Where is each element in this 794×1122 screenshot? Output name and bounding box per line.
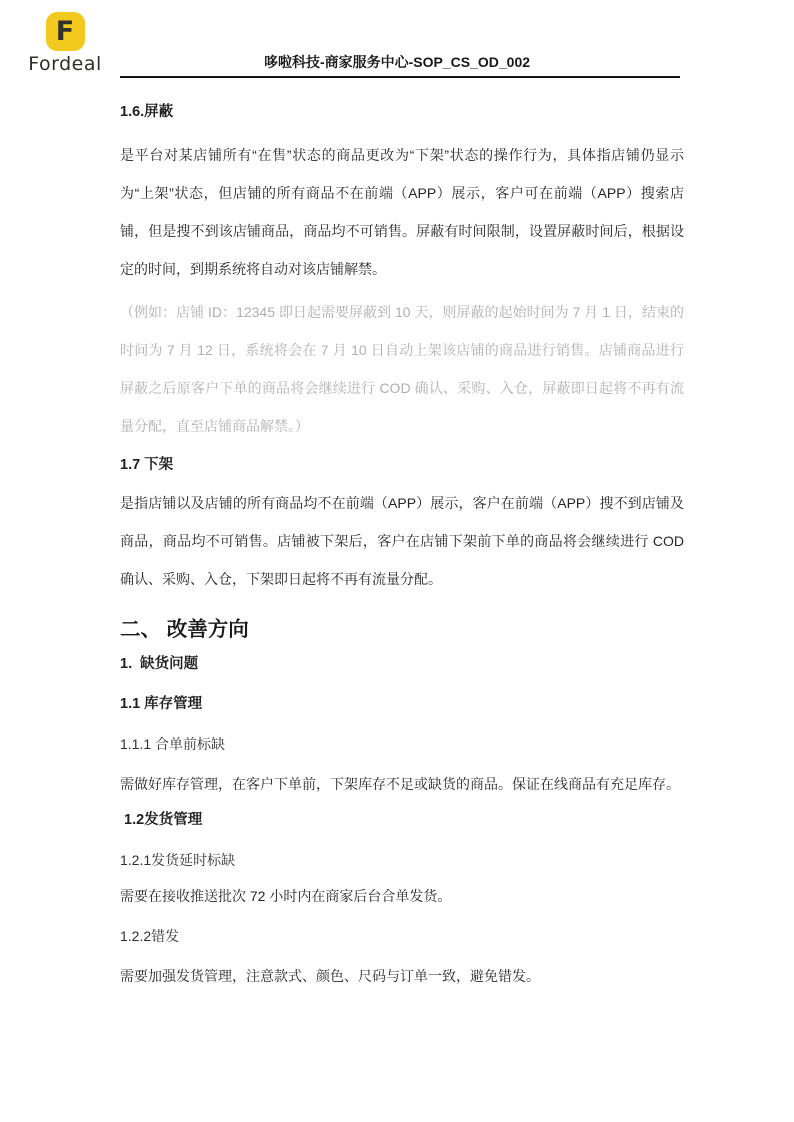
section-heading-1-7-delist: 1.7 下架: [120, 457, 174, 473]
header-rule: [120, 76, 680, 78]
paragraph-shipping-deadline: 需要在接收推送批次 72 小时内在商家后台合单发货。: [120, 888, 452, 904]
note-block-example: （例如：店铺 ID：12345 即日起需要屏蔽到 10 天，则屏蔽的起始时间为 7 月 1 日，结束的时间为 7 月 12 日，系统将会在 7 月 10 日自动上架该店铺的商品进行销售。店铺商品进行屏蔽之后原客户下单的商品将会继续进行 COD 确认、采购、入仓，屏蔽即日起将不再有流量分配，直至店铺商品解禁。）: [120, 304, 684, 434]
heading-stockout-issue: 1. 缺货问题: [120, 656, 199, 672]
heading-shipping-management: 1.2发货管理: [120, 812, 203, 828]
chapter-heading-improvement: 二、 改善方向: [120, 618, 249, 641]
brand-name: Fordeal: [28, 53, 102, 75]
paragraph-delist-definition: 是指店铺以及店铺的所有商品均不在前端（APP）展示，客户在前端（APP）搜不到店铺及商品，商品均不可销售。店铺被下架后，客户在店铺下架前下单的商品将会继续进行 COD 确认、采购、入仓，下架即日起将不再有流量分配。: [120, 495, 688, 587]
heading-inventory-management: 1.1 库存管理: [120, 696, 203, 712]
header-doc-code: 哆啦科技-商家服务中心-SOP_CS_OD_002: [263, 54, 531, 70]
subheading-pre-merge-stockout: 1.1.1 合单前标缺: [120, 736, 226, 752]
paragraph-wrong-shipment-advice: 需要加强发货管理，注意款式、颜色、尺码与订单一致，避免错发。: [120, 968, 540, 984]
logo-monogram: F: [55, 16, 75, 47]
paragraph-inventory-advice: 需做好库存管理，在客户下单前，下架库存不足或缺货的商品。保证在线商品有充足库存。: [120, 776, 680, 792]
subheading-wrong-shipment: 1.2.2错发: [120, 928, 180, 944]
paragraph-block-definition: 是平台对某店铺所有“在售”状态的商品更改为“下架”状态的操作行为，具体指店铺仍显示为“上架”状态，但店铺的所有商品不在前端（APP）展示，客户可在前端（APP）搜索店铺，但是搜不到该店铺商品，商品均不可销售。屏蔽有时间限制，设置屏蔽时间后，根据设定的时间，到期系统将自动对该店铺解禁。: [120, 147, 684, 277]
section-heading-1-6-block: 1.6.屏蔽: [120, 104, 174, 120]
fordeal-logo-icon: [46, 12, 85, 51]
subheading-shipping-delay: 1.2.1发货延时标缺: [120, 852, 236, 868]
